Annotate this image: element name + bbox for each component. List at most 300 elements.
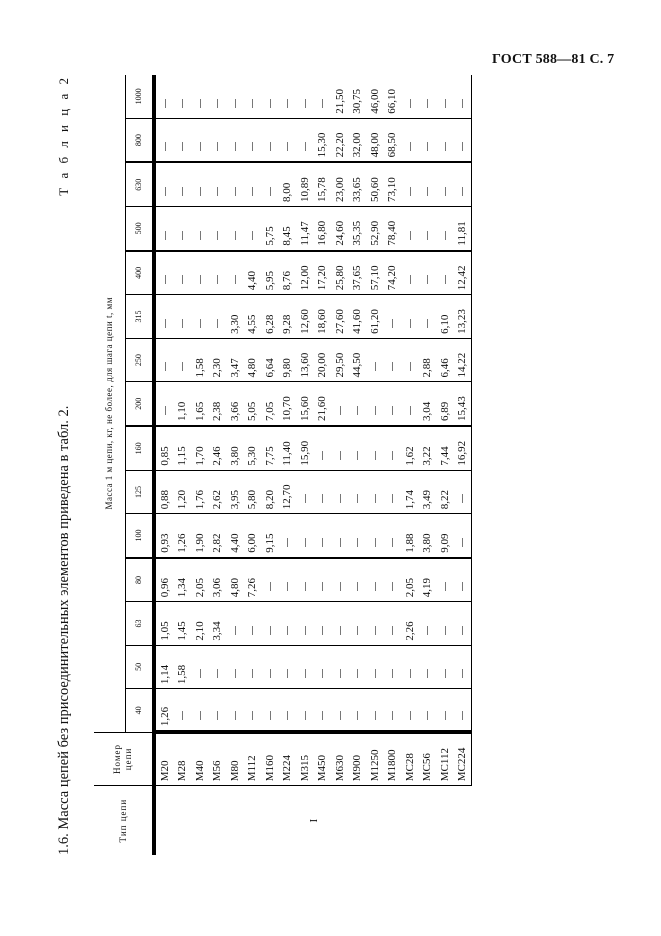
dash-mark <box>462 582 463 591</box>
mass-value-cell <box>454 514 472 558</box>
table-row <box>279 75 297 855</box>
table-row <box>454 75 472 855</box>
dash-mark <box>252 711 253 720</box>
mass-value-cell <box>174 162 192 206</box>
mass-value-cell <box>191 118 209 162</box>
mass-value-cell <box>349 602 367 645</box>
mass-value-cell <box>384 514 402 558</box>
mass-value-cell <box>174 118 192 162</box>
mass-value-cell <box>261 645 279 688</box>
mass-value-cell <box>349 645 367 688</box>
chain-number-cell: М40 <box>191 732 209 786</box>
dash-mark <box>340 669 341 678</box>
mass-value-cell <box>401 118 419 162</box>
mass-value-cell <box>331 689 349 733</box>
mass-value-cell <box>209 645 227 688</box>
mass-value-cell <box>191 645 209 688</box>
dash-mark <box>392 494 393 503</box>
mass-value-cell: 33,65 <box>349 162 367 206</box>
mass-value-cell <box>314 426 332 470</box>
dash-mark <box>410 99 411 108</box>
mass-value-cell <box>226 689 244 733</box>
mass-value-cell: 1,65 <box>191 382 209 426</box>
dash-mark <box>287 142 288 151</box>
mass-value-cell <box>454 470 472 514</box>
mass-value-cell: 2,26 <box>401 602 419 645</box>
mass-value-cell <box>296 514 314 558</box>
mass-value-cell <box>209 251 227 295</box>
dash-mark <box>305 669 306 678</box>
mass-value-cell <box>401 645 419 688</box>
mass-value-cell: 7,75 <box>261 426 279 470</box>
mass-value-cell: 27,60 <box>331 295 349 339</box>
dash-mark <box>462 187 463 196</box>
pitch-header-500: 500 <box>125 207 154 251</box>
dash-mark <box>340 538 341 547</box>
mass-value-cell: 1,15 <box>174 426 192 470</box>
dash-mark <box>340 494 341 503</box>
mass-value-cell: 41,60 <box>349 295 367 339</box>
dash-mark <box>252 626 253 635</box>
mass-value-cell: 21,60 <box>314 382 332 426</box>
mass-value-cell <box>331 470 349 514</box>
mass-value-cell <box>174 75 192 118</box>
mass-value-cell <box>384 689 402 733</box>
dash-mark <box>270 187 271 196</box>
mass-value-cell <box>366 602 384 645</box>
mass-value-cell: 6,46 <box>436 338 454 382</box>
dash-mark <box>427 711 428 720</box>
mass-value-cell <box>366 514 384 558</box>
mass-value-cell <box>401 382 419 426</box>
dash-mark <box>165 362 166 371</box>
chain-type-cell: I <box>154 786 472 855</box>
table-row <box>154 75 174 855</box>
dash-mark <box>165 99 166 108</box>
dash-mark <box>287 99 288 108</box>
mass-value-cell <box>454 118 472 162</box>
dash-mark <box>392 582 393 591</box>
mass-value-cell <box>154 251 174 295</box>
dash-mark <box>305 582 306 591</box>
mass-value-cell: 3,49 <box>419 470 437 514</box>
chain-number-cell: М224 <box>279 732 297 786</box>
mass-value-cell <box>366 382 384 426</box>
mass-value-cell <box>244 689 262 733</box>
mass-value-cell: 1,20 <box>174 470 192 514</box>
mass-value-cell <box>384 426 402 470</box>
mass-value-cell <box>401 162 419 206</box>
dash-mark <box>375 626 376 635</box>
chain-number-cell: М28 <box>174 732 192 786</box>
pitch-header-200: 200 <box>125 382 154 426</box>
dash-mark <box>200 711 201 720</box>
dash-mark <box>217 275 218 284</box>
mass-value-cell <box>366 338 384 382</box>
mass-value-cell: 1,05 <box>154 602 174 645</box>
mass-value-cell <box>174 689 192 733</box>
dash-mark <box>462 494 463 503</box>
mass-value-cell: 4,80 <box>226 558 244 602</box>
chain-number-cell: М450 <box>314 732 332 786</box>
mass-value-cell <box>314 689 332 733</box>
mass-value-cell: 5,30 <box>244 426 262 470</box>
mass-value-cell <box>154 118 174 162</box>
mass-value-cell: 5,75 <box>261 207 279 251</box>
mass-value-cell <box>436 645 454 688</box>
mass-value-cell: 2,46 <box>209 426 227 470</box>
dash-mark <box>445 669 446 678</box>
mass-value-cell: 74,20 <box>384 251 402 295</box>
table-row <box>244 75 262 855</box>
mass-value-cell: 5,95 <box>261 251 279 295</box>
dash-mark <box>445 582 446 591</box>
mass-value-cell <box>436 558 454 602</box>
mass-value-cell <box>279 602 297 645</box>
mass-value-cell: 6,89 <box>436 382 454 426</box>
dash-mark <box>462 626 463 635</box>
mass-value-cell <box>209 75 227 118</box>
dash-mark <box>427 626 428 635</box>
mass-value-cell: 73,10 <box>384 162 402 206</box>
dash-mark <box>340 711 341 720</box>
mass-value-cell: 9,15 <box>261 514 279 558</box>
dash-mark <box>305 142 306 151</box>
mass-value-cell <box>436 75 454 118</box>
mass-value-cell: 15,60 <box>296 382 314 426</box>
mass-value-cell <box>454 162 472 206</box>
dash-mark <box>427 231 428 240</box>
header-mass: Масса 1 м цепи, кг, не более, для шага цепи t, мм <box>94 75 125 732</box>
mass-value-cell: 46,00 <box>366 75 384 118</box>
mass-value-cell: 5,80 <box>244 470 262 514</box>
mass-value-cell <box>436 251 454 295</box>
dash-mark <box>375 451 376 460</box>
mass-value-cell <box>296 118 314 162</box>
page-header: ГОСТ 588—81 С. 7 <box>492 52 615 67</box>
dash-mark <box>252 669 253 678</box>
mass-value-cell <box>314 75 332 118</box>
mass-value-cell <box>366 558 384 602</box>
mass-value-cell <box>401 75 419 118</box>
dash-mark <box>217 669 218 678</box>
dash-mark <box>340 451 341 460</box>
mass-value-cell: 50,60 <box>366 162 384 206</box>
mass-value-cell <box>226 162 244 206</box>
table-row <box>314 75 332 855</box>
dash-mark <box>235 99 236 108</box>
mass-value-cell: 0,93 <box>154 514 174 558</box>
dash-mark <box>200 319 201 328</box>
mass-value-cell <box>384 558 402 602</box>
mass-value-cell <box>314 645 332 688</box>
mass-value-cell: 52,90 <box>366 207 384 251</box>
chain-number-cell: М160 <box>261 732 279 786</box>
mass-value-cell: 3,95 <box>226 470 244 514</box>
mass-value-cell <box>349 382 367 426</box>
dash-mark <box>462 142 463 151</box>
dash-mark <box>392 626 393 635</box>
mass-value-cell <box>419 295 437 339</box>
chain-number-cell: М900 <box>349 732 367 786</box>
mass-value-cell: 32,00 <box>349 118 367 162</box>
dash-mark <box>375 362 376 371</box>
dash-mark <box>340 406 341 415</box>
table-body <box>154 75 472 855</box>
dash-mark <box>182 711 183 720</box>
pitch-header-315: 315 <box>125 295 154 339</box>
dash-mark <box>410 669 411 678</box>
mass-value-cell: 1,58 <box>174 645 192 688</box>
pitch-header-50: 50 <box>125 645 154 688</box>
table-label: Т а б л и ц а 2 <box>56 75 71 196</box>
mass-value-cell <box>314 558 332 602</box>
mass-value-cell: 1,62 <box>401 426 419 470</box>
table-row <box>419 75 437 855</box>
mass-value-cell <box>436 118 454 162</box>
dash-mark <box>217 319 218 328</box>
mass-value-cell <box>191 295 209 339</box>
dash-mark <box>235 142 236 151</box>
mass-value-cell <box>454 645 472 688</box>
mass-value-cell: 1,58 <box>191 338 209 382</box>
mass-value-cell <box>174 295 192 339</box>
mass-value-cell <box>226 602 244 645</box>
mass-value-cell: 30,75 <box>349 75 367 118</box>
dash-mark <box>392 538 393 547</box>
mass-value-cell: 66,10 <box>384 75 402 118</box>
dash-mark <box>322 451 323 460</box>
mass-value-cell: 9,09 <box>436 514 454 558</box>
mass-value-cell: 10,70 <box>279 382 297 426</box>
mass-value-cell <box>244 162 262 206</box>
dash-mark <box>445 187 446 196</box>
table-row <box>191 75 209 855</box>
mass-value-cell: 2,88 <box>419 338 437 382</box>
chain-number-cell: МС224 <box>454 732 472 786</box>
mass-value-cell <box>384 470 402 514</box>
mass-value-cell <box>296 75 314 118</box>
mass-value-cell: 2,10 <box>191 602 209 645</box>
mass-value-cell: 1,74 <box>401 470 419 514</box>
mass-value-cell: 1,34 <box>174 558 192 602</box>
mass-value-cell <box>314 470 332 514</box>
mass-value-cell: 1,26 <box>174 514 192 558</box>
mass-value-cell <box>279 645 297 688</box>
mass-value-cell <box>226 118 244 162</box>
mass-value-cell <box>349 558 367 602</box>
mass-value-cell <box>331 558 349 602</box>
pitch-header-63: 63 <box>125 602 154 645</box>
mass-value-cell: 4,40 <box>244 251 262 295</box>
dash-mark <box>445 142 446 151</box>
dash-mark <box>235 231 236 240</box>
mass-value-cell <box>226 645 244 688</box>
table-row <box>209 75 227 855</box>
dash-mark <box>270 99 271 108</box>
chain-number-cell: М1250 <box>366 732 384 786</box>
mass-value-cell: 1,90 <box>191 514 209 558</box>
dash-mark <box>357 711 358 720</box>
mass-value-cell: 16,92 <box>454 426 472 470</box>
mass-value-cell <box>226 207 244 251</box>
dash-mark <box>252 231 253 240</box>
dash-mark <box>200 275 201 284</box>
dash-mark <box>165 231 166 240</box>
dash-mark <box>322 99 323 108</box>
dash-mark <box>410 142 411 151</box>
dash-mark <box>322 538 323 547</box>
mass-value-cell <box>331 426 349 470</box>
mass-value-cell: 4,19 <box>419 558 437 602</box>
mass-value-cell: 6,10 <box>436 295 454 339</box>
mass-value-cell: 3,66 <box>226 382 244 426</box>
mass-value-cell: 48,00 <box>366 118 384 162</box>
mass-value-cell <box>296 470 314 514</box>
mass-value-cell: 11,47 <box>296 207 314 251</box>
dash-mark <box>217 711 218 720</box>
chain-number-cell: М80 <box>226 732 244 786</box>
dash-mark <box>392 362 393 371</box>
pitch-header-250: 250 <box>125 338 154 382</box>
mass-value-cell: 12,42 <box>454 251 472 295</box>
mass-value-cell <box>331 514 349 558</box>
mass-value-cell <box>349 689 367 733</box>
mass-value-cell <box>154 162 174 206</box>
mass-value-cell <box>349 514 367 558</box>
dash-mark <box>252 99 253 108</box>
mass-value-cell <box>384 602 402 645</box>
dash-mark <box>392 406 393 415</box>
mass-value-cell: 1,70 <box>191 426 209 470</box>
mass-value-cell <box>279 75 297 118</box>
dash-mark <box>270 669 271 678</box>
dash-mark <box>392 319 393 328</box>
table-row <box>261 75 279 855</box>
mass-value-cell: 6,64 <box>261 338 279 382</box>
mass-value-cell <box>296 558 314 602</box>
mass-value-cell: 61,20 <box>366 295 384 339</box>
dash-mark <box>410 187 411 196</box>
mass-value-cell: 18,60 <box>314 295 332 339</box>
dash-mark <box>427 669 428 678</box>
dash-mark <box>287 626 288 635</box>
mass-value-cell <box>366 426 384 470</box>
dash-mark <box>305 711 306 720</box>
dash-mark <box>235 275 236 284</box>
mass-value-cell: 2,05 <box>401 558 419 602</box>
mass-value-cell: 1,14 <box>154 645 174 688</box>
mass-value-cell: 15,90 <box>296 426 314 470</box>
mass-value-cell <box>244 645 262 688</box>
dash-mark <box>182 187 183 196</box>
table-row <box>384 75 402 855</box>
mass-value-cell <box>209 295 227 339</box>
dash-mark <box>410 319 411 328</box>
chain-number-cell: МС56 <box>419 732 437 786</box>
dash-mark <box>410 711 411 720</box>
mass-value-cell <box>191 689 209 733</box>
dash-mark <box>427 99 428 108</box>
mass-value-cell <box>226 75 244 118</box>
mass-value-cell: 11,81 <box>454 207 472 251</box>
mass-value-cell <box>349 470 367 514</box>
mass-value-cell: 57,10 <box>366 251 384 295</box>
chain-number-cell: М112 <box>244 732 262 786</box>
dash-mark <box>165 319 166 328</box>
dash-mark <box>165 187 166 196</box>
dash-mark <box>427 187 428 196</box>
dash-mark <box>305 494 306 503</box>
mass-value-cell: 3,22 <box>419 426 437 470</box>
pitch-header-40: 40 <box>134 706 144 715</box>
mass-value-cell <box>419 689 437 733</box>
mass-value-cell: 5,05 <box>244 382 262 426</box>
dash-mark <box>322 711 323 720</box>
mass-value-cell: 29,50 <box>331 338 349 382</box>
mass-value-cell: 7,44 <box>436 426 454 470</box>
dash-mark <box>375 669 376 678</box>
dash-mark <box>322 494 323 503</box>
dash-mark <box>445 231 446 240</box>
dash-mark <box>427 142 428 151</box>
mass-value-cell <box>279 118 297 162</box>
mass-value-cell: 16,80 <box>314 207 332 251</box>
mass-value-cell: 3,30 <box>226 295 244 339</box>
pitch-header-400: 400 <box>125 251 154 295</box>
mass-value-cell <box>191 162 209 206</box>
dash-mark <box>375 494 376 503</box>
mass-value-cell <box>296 689 314 733</box>
dash-mark <box>462 711 463 720</box>
mass-value-cell: 6,00 <box>244 514 262 558</box>
mass-value-cell: 1,88 <box>401 514 419 558</box>
mass-value-cell: 4,40 <box>226 514 244 558</box>
mass-value-cell: 15,30 <box>314 118 332 162</box>
mass-value-cell <box>296 602 314 645</box>
dash-mark <box>287 669 288 678</box>
dash-mark <box>287 582 288 591</box>
mass-value-cell <box>191 207 209 251</box>
dash-mark <box>270 582 271 591</box>
rotated-content <box>50 75 610 855</box>
dash-mark <box>235 626 236 635</box>
table-row <box>174 75 192 855</box>
mass-value-cell <box>454 75 472 118</box>
pitch-header-1000: 1000 <box>125 75 154 118</box>
pitch-header-800: 800 <box>125 118 154 162</box>
mass-value-cell: 3,04 <box>419 382 437 426</box>
mass-value-cell: 11,40 <box>279 426 297 470</box>
mass-value-cell: 8,76 <box>279 251 297 295</box>
mass-value-cell: 44,50 <box>349 338 367 382</box>
dash-mark <box>340 582 341 591</box>
dash-mark <box>375 406 376 415</box>
dash-mark <box>357 626 358 635</box>
mass-value-cell <box>209 118 227 162</box>
mass-value-cell: 22,20 <box>331 118 349 162</box>
mass-value-cell: 14,22 <box>454 338 472 382</box>
dash-mark <box>217 142 218 151</box>
mass-value-cell <box>454 558 472 602</box>
mass-value-cell <box>154 382 174 426</box>
dash-mark <box>357 582 358 591</box>
dash-mark <box>217 99 218 108</box>
mass-value-cell: 10,89 <box>296 162 314 206</box>
header-chain-number: Номер цепи <box>94 732 154 786</box>
mass-value-cell <box>349 426 367 470</box>
table-row <box>401 75 419 855</box>
